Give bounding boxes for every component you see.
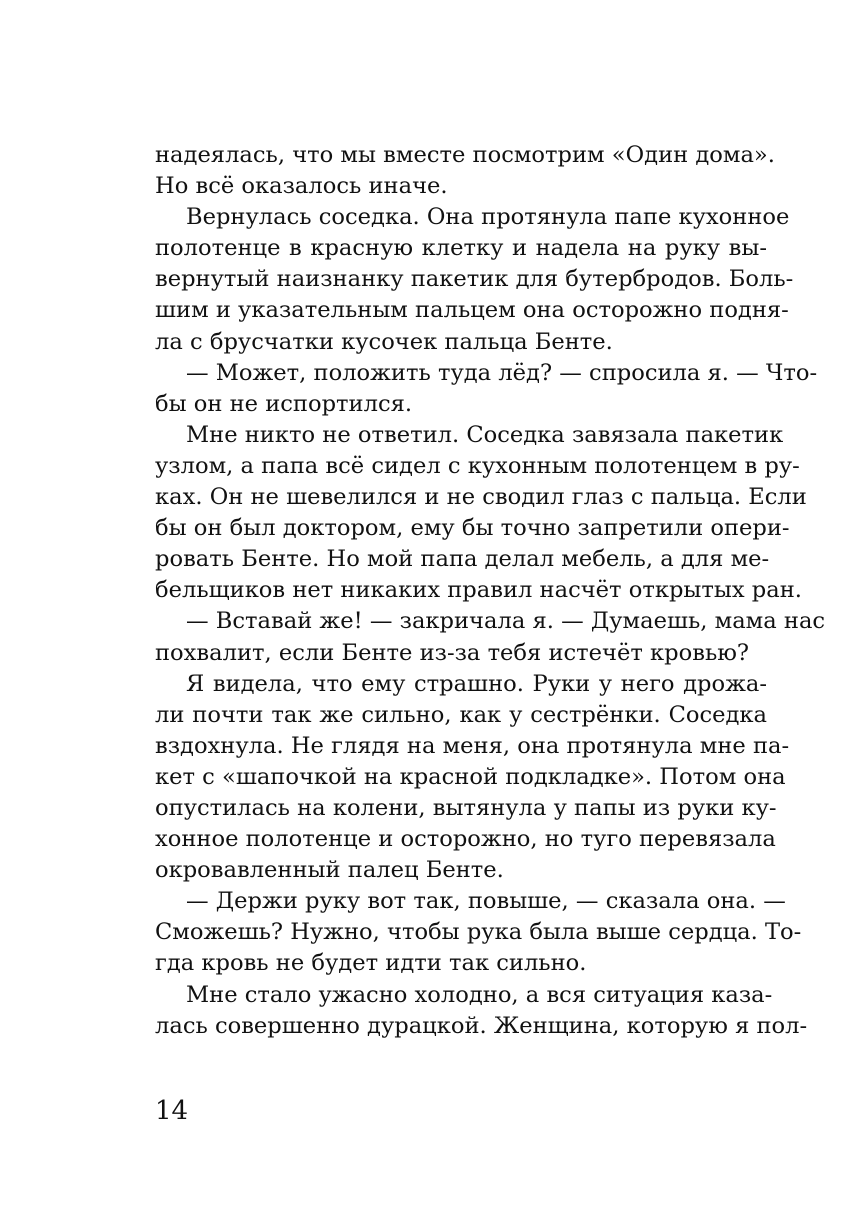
text-line: опустилась на колени, вытянула у папы из руки ку- bbox=[155, 794, 777, 821]
text-line: Мне стало ужасно холодно, а вся ситуация каза- bbox=[186, 981, 773, 1008]
text-line: Вернулась соседка. Она протянула папе кухонное bbox=[186, 204, 790, 231]
text-line: бы он был доктором, ему бы точно запретили опери- bbox=[155, 515, 790, 542]
text-line: — Может, положить туда лёд? — спросила я. — Что- bbox=[186, 359, 818, 386]
text-line: Но всё оказалось иначе. bbox=[155, 173, 448, 200]
text-line: окровавленный палец Бенте. bbox=[155, 857, 504, 884]
text-line: ли почти так же сильно, как у сестрёнки. Соседка bbox=[155, 701, 767, 728]
text-line: вздохнула. Не глядя на меня, она протянула мне па- bbox=[155, 732, 790, 759]
page-number: 14 bbox=[155, 1096, 189, 1126]
text-line: полотенце в красную клетку и надела на руку вы- bbox=[155, 235, 767, 262]
text-line: хонное полотенце и осторожно, но туго перевязала bbox=[155, 826, 776, 853]
text-line: Сможешь? Нужно, чтобы рука была выше сердца. То- bbox=[155, 919, 802, 946]
body-text bbox=[155, 140, 826, 1042]
text-line: гда кровь не будет идти так сильно. bbox=[155, 950, 587, 977]
text-line: бы он не испортился. bbox=[155, 390, 413, 417]
text-line: кет с «шапочкой на красной подкладке». Потом она bbox=[155, 763, 786, 790]
text-line: ла с брусчатки кусочек пальца Бенте. bbox=[155, 328, 613, 355]
text-line: похвалит, если Бенте из-за тебя истечёт кровью? bbox=[155, 639, 750, 666]
text-line: шим и указательным пальцем она осторожно подня- bbox=[155, 297, 789, 324]
text-line: вернутый наизнанку пакетик для бутербродов. Боль- bbox=[155, 266, 794, 293]
text-line: узлом, а папа всё сидел с кухонным полотенцем в ру- bbox=[155, 452, 800, 479]
text-line: Мне никто не ответил. Соседка завязала пакетик bbox=[186, 421, 784, 448]
text-line: — Вставай же! — закричала я. — Думаешь, мама нас bbox=[186, 608, 826, 635]
text-line: бельщиков нет никаких правил насчёт открытых ран. bbox=[155, 577, 802, 604]
text-line: ках. Он не шевелился и не сводил глаз с пальца. Если bbox=[155, 484, 807, 511]
text-line: лась совершенно дурацкой. Женщина, которую я пол- bbox=[155, 1012, 808, 1039]
text-line: Я видела, что ему страшно. Руки у него дрожа- bbox=[186, 670, 767, 697]
text-line: — Держи руку вот так, повыше, — сказала она. — bbox=[186, 888, 786, 915]
text-line: надеялась, что мы вместе посмотрим «Один дома». bbox=[155, 142, 775, 168]
text-line: ровать Бенте. Но мой папа делал мебель, а для ме- bbox=[155, 546, 770, 573]
